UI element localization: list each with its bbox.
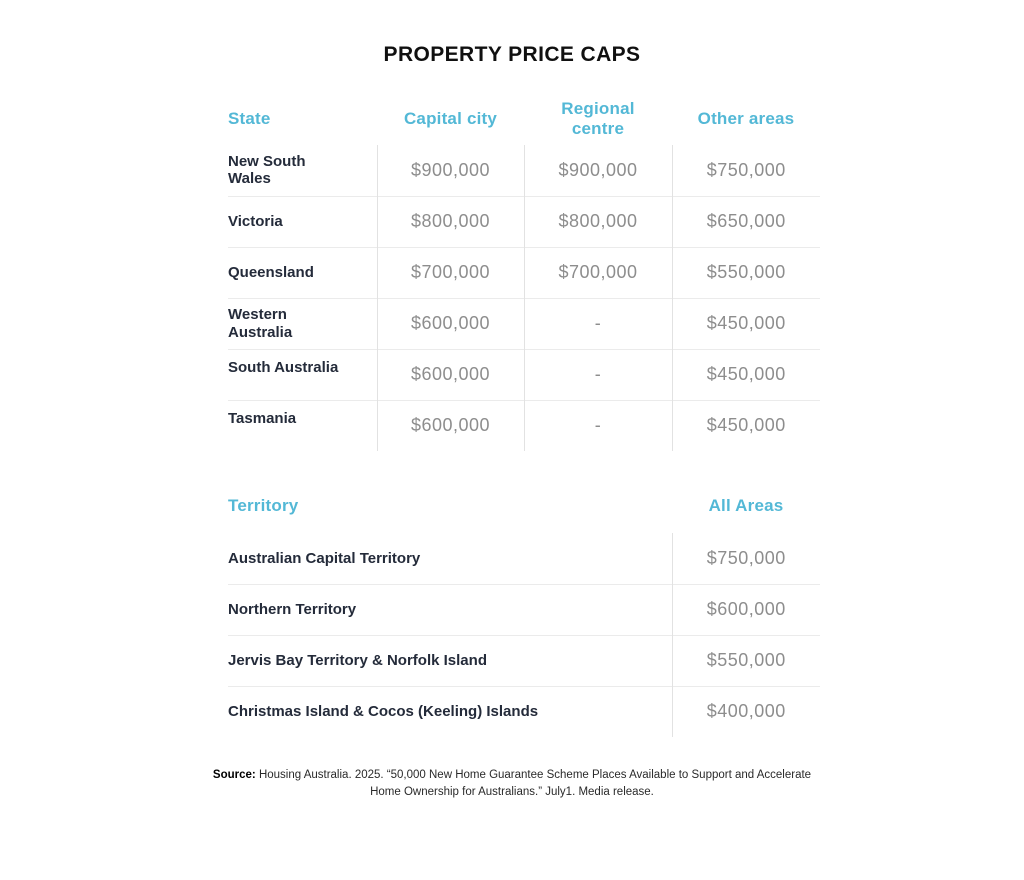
page-title: PROPERTY PRICE CAPS bbox=[383, 43, 641, 66]
price-regional-centre: - bbox=[524, 349, 672, 400]
price-all-areas: $750,000 bbox=[672, 533, 820, 584]
price-other-areas: $450,000 bbox=[672, 349, 820, 400]
price-capital-city: $800,000 bbox=[377, 196, 524, 247]
price-regional-centre: $800,000 bbox=[524, 196, 672, 247]
territory-table-header-row bbox=[228, 493, 820, 533]
territory-name: Northern Territory bbox=[228, 584, 672, 635]
table-row bbox=[228, 635, 820, 686]
state-table bbox=[228, 99, 820, 451]
source-note bbox=[212, 767, 812, 802]
state-name: South Australia bbox=[228, 349, 377, 400]
header-regional-centre bbox=[524, 99, 672, 145]
price-all-areas: $600,000 bbox=[672, 584, 820, 635]
territory-name: Australian Capital Territory bbox=[228, 549, 421, 567]
price-capital-city: $600,000 bbox=[377, 298, 524, 349]
table-row bbox=[228, 686, 820, 737]
price-other-areas: $550,000 bbox=[672, 247, 820, 298]
territory-name: Christmas Island & Cocos (Keeling) Islands bbox=[228, 686, 672, 737]
price-other-areas: $750,000 bbox=[672, 145, 820, 196]
source-label: Source: bbox=[212, 769, 256, 782]
header-territory: Territory bbox=[228, 496, 299, 516]
table-row bbox=[228, 349, 820, 400]
price-capital-city: $600,000 bbox=[377, 349, 524, 400]
price-regional-centre: $900,000 bbox=[524, 145, 672, 196]
price-all-areas: $550,000 bbox=[672, 635, 820, 686]
table-row bbox=[228, 196, 820, 247]
state-name: Western Australia bbox=[228, 298, 377, 349]
price-capital-city: $900,000 bbox=[377, 145, 524, 196]
state-name: Victoria bbox=[228, 196, 377, 247]
table-row bbox=[228, 298, 820, 349]
price-capital-city: $700,000 bbox=[377, 247, 524, 298]
price-all-areas: $400,000 bbox=[672, 686, 820, 737]
price-other-areas: $450,000 bbox=[672, 400, 820, 451]
table-row bbox=[228, 145, 820, 196]
table-row bbox=[228, 584, 820, 635]
state-name: Tasmania bbox=[228, 400, 377, 451]
table-row bbox=[228, 533, 820, 584]
territory-name: Jervis Bay Territory & Norfolk Island bbox=[228, 635, 672, 686]
table-row bbox=[228, 400, 820, 451]
price-regional-centre: - bbox=[524, 400, 672, 451]
tables-area bbox=[228, 99, 820, 737]
price-capital-city: $600,000 bbox=[377, 400, 524, 451]
table-row bbox=[228, 247, 820, 298]
price-regional-centre: - bbox=[524, 298, 672, 349]
source-text: Housing Australia. 2025. “50,000 New Home Guarantee Scheme Places Available to Support and Accelerate Home Ownership for Australians.” July1. Media release. bbox=[255, 769, 812, 799]
header-state: State bbox=[228, 108, 271, 128]
price-other-areas: $650,000 bbox=[672, 196, 820, 247]
header-all-areas: All Areas bbox=[708, 496, 784, 516]
price-regional-centre: $700,000 bbox=[524, 247, 672, 298]
header-regional-centre-text: Regional centre bbox=[561, 99, 635, 138]
state-name: New South Wales bbox=[228, 153, 306, 188]
state-name: Queensland bbox=[228, 247, 377, 298]
header-capital-city: Capital city bbox=[403, 108, 498, 128]
territory-table bbox=[228, 493, 820, 737]
price-other-areas: $450,000 bbox=[672, 298, 820, 349]
header-other-areas: Other areas bbox=[697, 108, 795, 128]
state-table-header-row bbox=[228, 99, 820, 145]
